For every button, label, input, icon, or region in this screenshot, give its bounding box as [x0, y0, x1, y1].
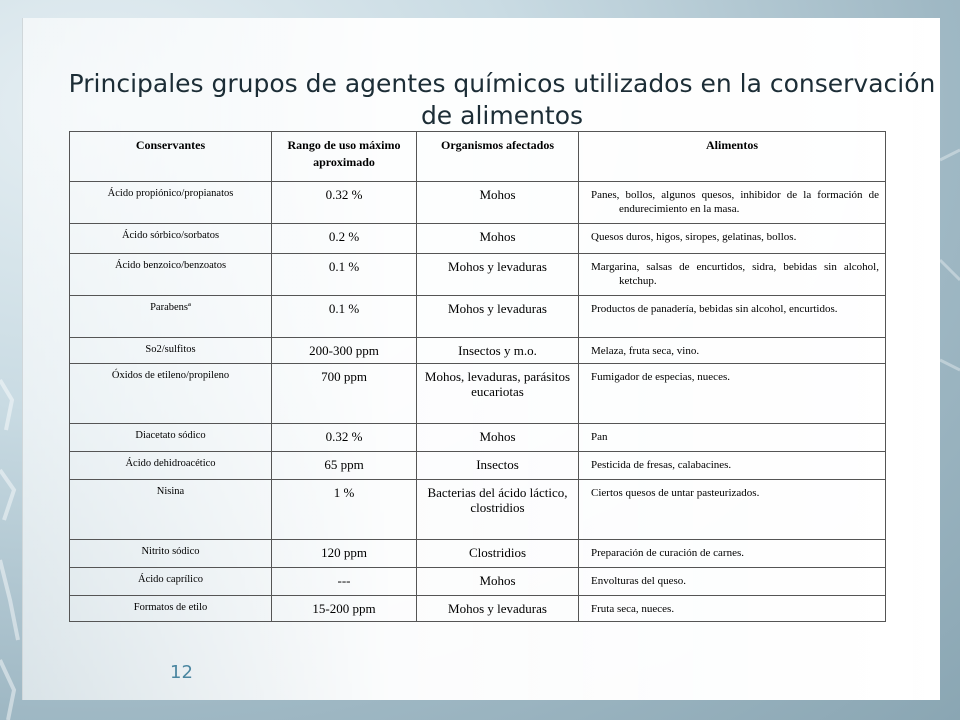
cell-alimentos-text: Margarina, salsas de encurtidos, sidra, bebidas sin alcohol, ketchup.: [591, 260, 879, 287]
cell-organismos: Clostridios: [417, 539, 579, 567]
cell-alimentos: [579, 223, 886, 253]
subheader-empty-3: [417, 155, 579, 181]
cell-organismos: Bacterias del ácido láctico, clostridios: [417, 479, 579, 539]
table-row: [70, 595, 886, 621]
cell-alimentos-text: Pan: [591, 430, 608, 443]
cell-organismos: Insectos: [417, 451, 579, 479]
cell-conservante: So2/sulfitos: [70, 337, 272, 363]
cell-alimentos-text: Fruta seca, nueces.: [591, 602, 675, 615]
cell-rango: 0.1 %: [272, 295, 417, 337]
table-row: [70, 363, 886, 423]
table-row: [70, 567, 886, 595]
header-alimentos: Alimentos: [579, 132, 886, 156]
cell-organismos: Mohos: [417, 181, 579, 223]
subheader-empty-4: [579, 155, 886, 181]
cell-alimentos: [579, 253, 886, 295]
cell-alimentos-text: Ciertos quesos de untar pasteurizados.: [591, 486, 760, 499]
cell-conservante: Ácido dehidroacético: [70, 451, 272, 479]
table-row: [70, 253, 886, 295]
cell-rango: 700 ppm: [272, 363, 417, 423]
cell-alimentos-text: Melaza, fruta seca, vino.: [591, 344, 700, 357]
cell-rango: 1 %: [272, 479, 417, 539]
cell-organismos: Mohos, levaduras, parásitos eucariotas: [417, 363, 579, 423]
cell-organismos: Mohos: [417, 567, 579, 595]
table-row: [70, 295, 886, 337]
cell-alimentos: [579, 567, 886, 595]
cell-alimentos: [579, 337, 886, 363]
cell-organismos: Mohos: [417, 423, 579, 451]
cell-conservante: Diacetato sódico: [70, 423, 272, 451]
cell-conservante: Nitrito sódico: [70, 539, 272, 567]
cell-alimentos-text: Productos de panadería, bebidas sin alcohol, encurtidos.: [591, 302, 838, 315]
cell-rango: 120 ppm: [272, 539, 417, 567]
cell-rango: 200-300 ppm: [272, 337, 417, 363]
table-row: [70, 337, 886, 363]
cell-rango: 0.32 %: [272, 181, 417, 223]
cell-rango: ---: [272, 567, 417, 595]
cell-conservante: Ácido benzoico/benzoatos: [70, 253, 272, 295]
header-rango-continued: aproximado: [272, 155, 417, 181]
table-row: [70, 539, 886, 567]
cell-alimentos: [579, 595, 886, 621]
cell-alimentos-text: Quesos duros, higos, siropes, gelatinas, bollos.: [591, 230, 797, 243]
cell-conservante: Óxidos de etileno/propileno: [70, 363, 272, 423]
cell-rango: 0.2 %: [272, 223, 417, 253]
cell-alimentos: [579, 423, 886, 451]
cell-rango: 0.32 %: [272, 423, 417, 451]
cell-alimentos: [579, 363, 886, 423]
cell-alimentos: [579, 539, 886, 567]
slide-title: Principales grupos de agentes químicos utilizados en la conservación de alimentos: [68, 69, 936, 130]
table-subheader-row: [70, 155, 886, 181]
cell-alimentos-text: Preparación de curación de carnes.: [591, 546, 745, 559]
cell-alimentos-text: Fumigador de especias, nueces.: [591, 370, 730, 383]
header-conservantes: Conservantes: [70, 132, 272, 156]
cell-rango: 15-200 ppm: [272, 595, 417, 621]
cell-rango: 0.1 %: [272, 253, 417, 295]
subheader-empty-1: [70, 155, 272, 181]
cell-organismos: Insectos y m.o.: [417, 337, 579, 363]
cell-alimentos-text: Pesticida de fresas, calabacines.: [591, 458, 732, 471]
cell-alimentos-text: Envolturas del queso.: [591, 574, 687, 587]
cell-organismos: Mohos y levaduras: [417, 253, 579, 295]
table-row: [70, 181, 886, 223]
page-number: 12: [170, 662, 193, 683]
cell-conservante: Formatos de etilo: [70, 595, 272, 621]
table-row: [70, 423, 886, 451]
preservatives-table-container: [69, 131, 885, 622]
table-row: [70, 479, 886, 539]
cell-conservante: Nisina: [70, 479, 272, 539]
preservatives-table: [69, 131, 886, 622]
table-row: [70, 223, 886, 253]
cell-conservante: Ácido propiónico/propianatos: [70, 181, 272, 223]
table-row: [70, 451, 886, 479]
header-rango: Rango de uso máximo: [272, 132, 417, 156]
cell-alimentos-text: Panes, bollos, algunos quesos, inhibidor de la formación de endurecimiento en la masa.: [591, 188, 879, 215]
cell-organismos: Mohos y levaduras: [417, 595, 579, 621]
cell-organismos: Mohos y levaduras: [417, 295, 579, 337]
cell-alimentos: [579, 181, 886, 223]
cell-alimentos: [579, 295, 886, 337]
cell-rango: 65 ppm: [272, 451, 417, 479]
cell-conservante: Ácido sórbico/sorbatos: [70, 223, 272, 253]
cell-alimentos: [579, 451, 886, 479]
cell-conservante: Ácido caprílico: [70, 567, 272, 595]
header-organismos: Organismos afectados: [417, 132, 579, 156]
cell-alimentos: [579, 479, 886, 539]
table-header-row: [70, 132, 886, 156]
cell-organismos: Mohos: [417, 223, 579, 253]
cell-conservante: Parabensª: [70, 295, 272, 337]
